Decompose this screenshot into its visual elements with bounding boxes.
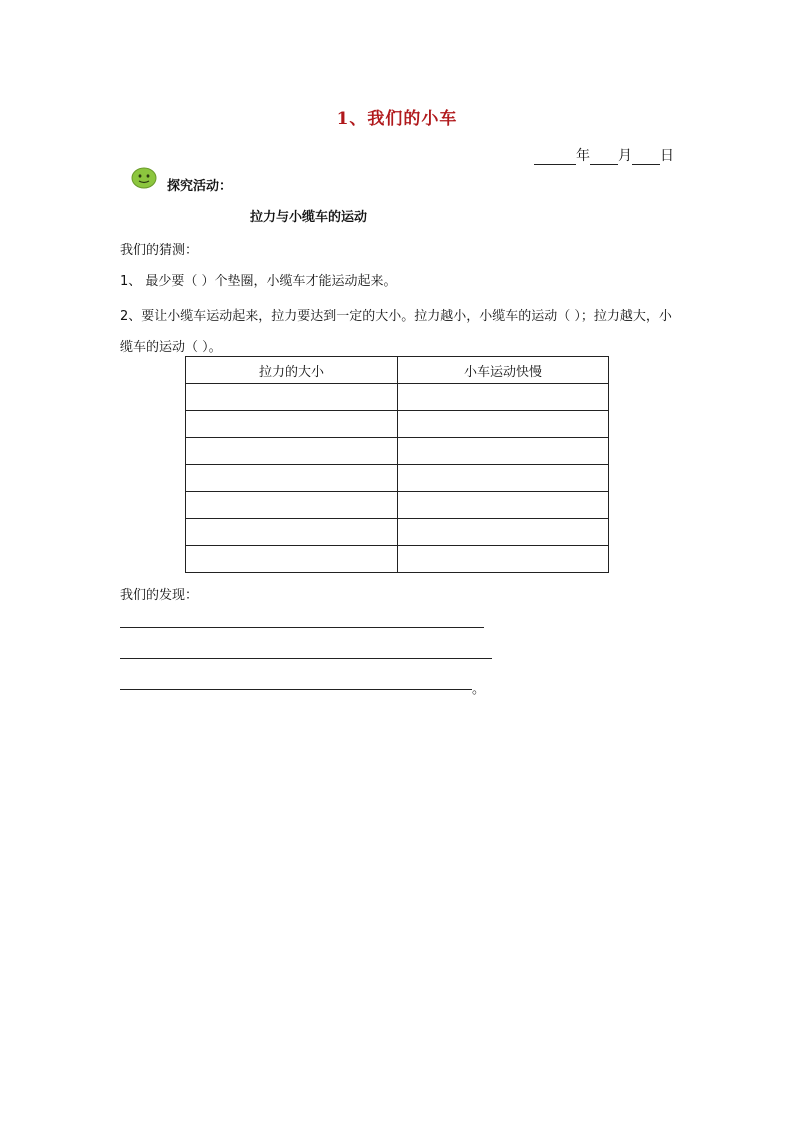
results-table <box>185 356 609 573</box>
smiley-icon <box>131 167 157 189</box>
header-pull-force: 拉力的大小 <box>186 357 398 384</box>
guess-label: 我们的猜测： <box>120 243 199 258</box>
end-period: 。 <box>472 682 486 697</box>
table-row <box>186 384 609 411</box>
month-blank[interactable] <box>590 150 618 165</box>
year-label: 年 <box>576 148 590 164</box>
table-row <box>186 438 609 465</box>
activity-label: 探究活动： <box>167 179 233 194</box>
answer-line-1[interactable] <box>120 627 484 628</box>
question-1: 1、 最少要（ ）个垫圈，小缆车才能运动起来。 <box>120 274 397 289</box>
table-cell[interactable] <box>186 384 398 411</box>
table-cell[interactable] <box>186 465 398 492</box>
table-cell[interactable] <box>398 546 609 573</box>
year-blank[interactable] <box>534 150 576 165</box>
activity-subtitle: 拉力与小缆车的运动 <box>250 210 368 225</box>
month-label: 月 <box>618 148 632 164</box>
table-row <box>186 519 609 546</box>
table-row <box>186 546 609 573</box>
table-cell[interactable] <box>186 546 398 573</box>
table-row <box>186 411 609 438</box>
table-row <box>186 465 609 492</box>
date-line <box>534 145 674 165</box>
table-cell[interactable] <box>398 411 609 438</box>
table-cell[interactable] <box>398 438 609 465</box>
table-cell[interactable] <box>186 438 398 465</box>
question-2: 2、要让小缆车运动起来，拉力要达到一定的大小。拉力越小，小缆车的运动（ ）；拉力越大，小缆车的运动（ ）。 <box>120 309 672 355</box>
table-cell[interactable] <box>398 492 609 519</box>
header-car-speed: 小车运动快慢 <box>398 357 609 384</box>
page-title: 1、我们的小车 <box>336 109 458 129</box>
day-label: 日 <box>660 148 674 164</box>
answer-line-3[interactable] <box>120 689 472 690</box>
table-cell[interactable] <box>186 411 398 438</box>
table-cell[interactable] <box>398 519 609 546</box>
findings-label: 我们的发现： <box>120 588 199 603</box>
table-cell[interactable] <box>186 492 398 519</box>
day-blank[interactable] <box>632 150 660 165</box>
table-cell[interactable] <box>398 384 609 411</box>
table-cell[interactable] <box>186 519 398 546</box>
table-row <box>186 492 609 519</box>
table-cell[interactable] <box>398 465 609 492</box>
answer-line-2[interactable] <box>120 658 492 659</box>
table-header-row <box>186 357 609 384</box>
